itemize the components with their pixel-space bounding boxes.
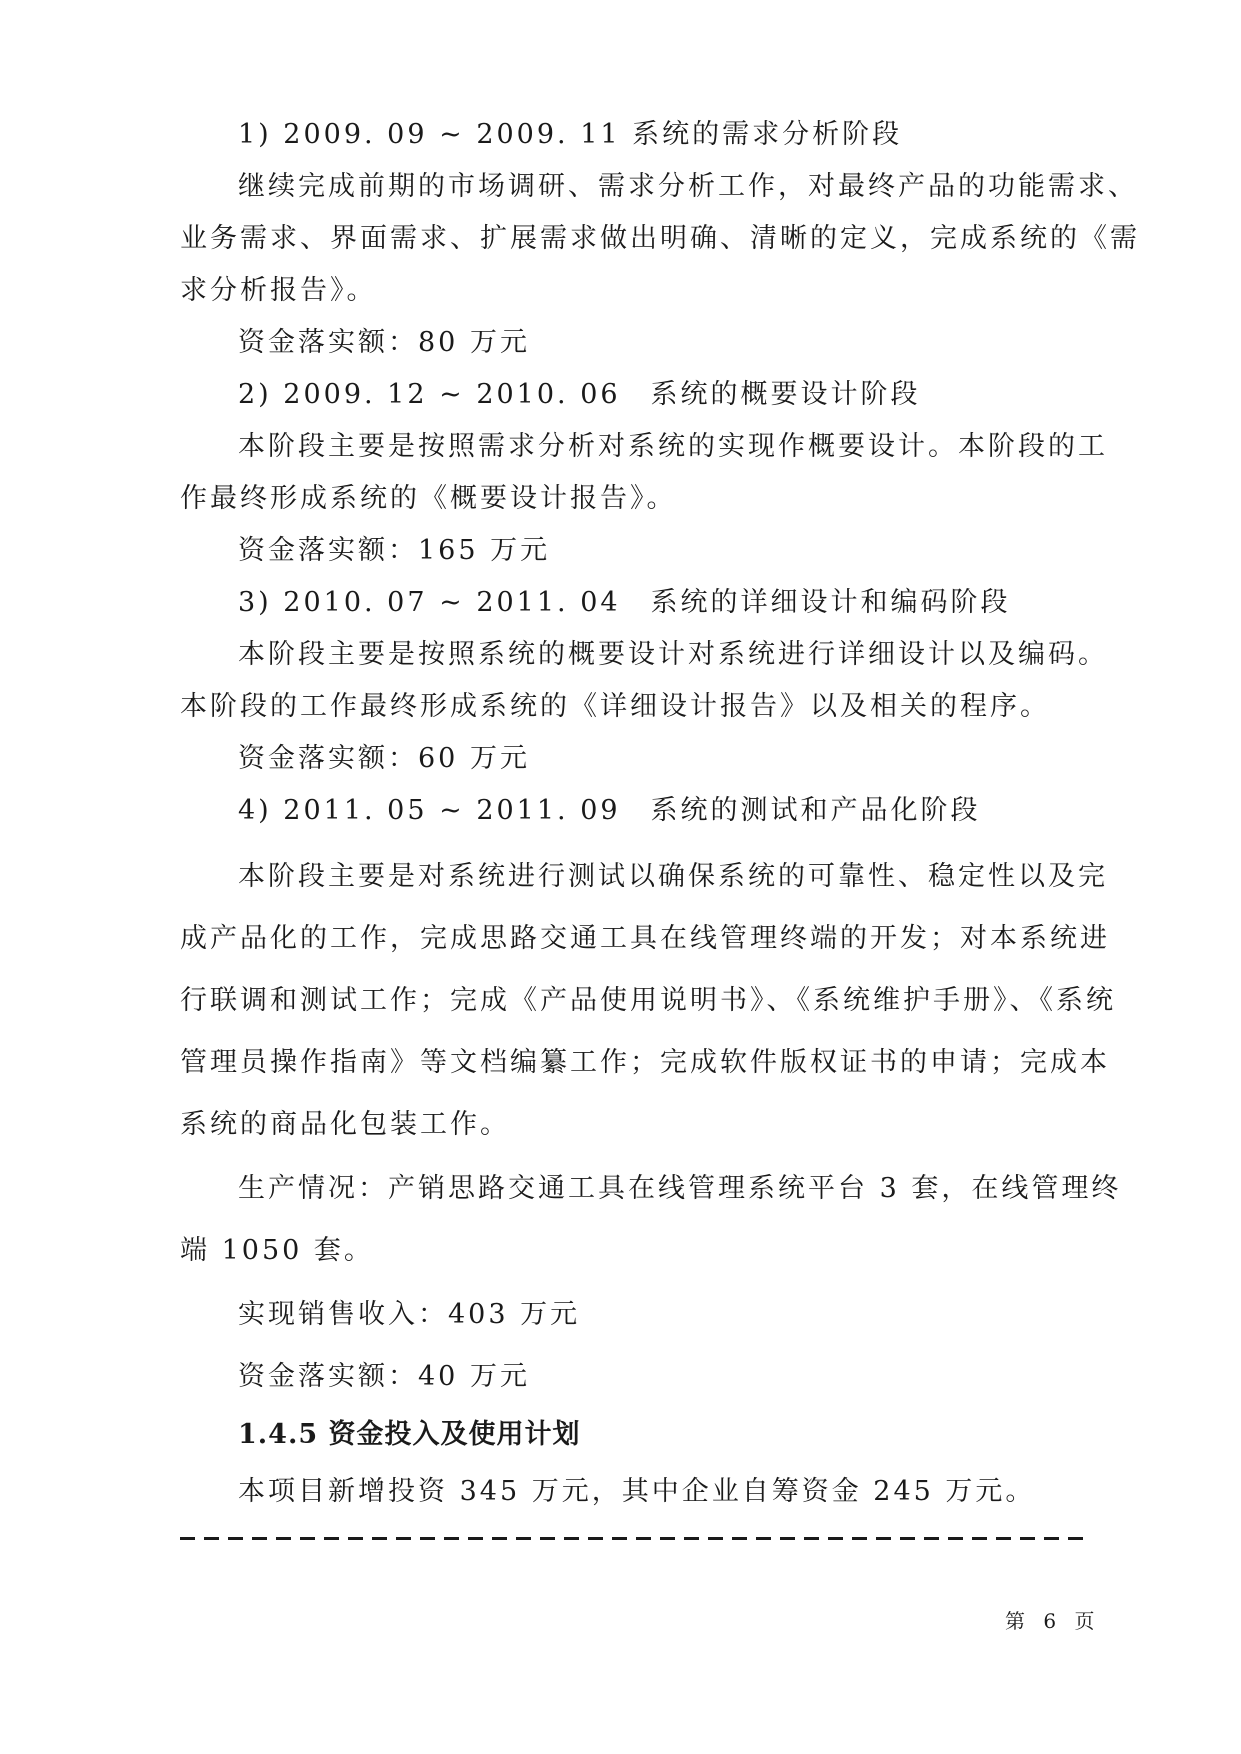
stage3-desc-line2: 本阶段的工作最终形成系统的《详细设计报告》以及相关的程序。: [180, 691, 1050, 722]
stage2-desc-line2: 作最终形成系统的《概要设计报告》。: [180, 483, 677, 514]
stage2-funds: 资金落实额：165 万元: [238, 535, 551, 566]
section-heading: 1.4.5 资金投入及使用计划: [238, 1419, 581, 1450]
stage4-desc-line2: 成产品化的工作，完成思路交通工具在线管理终端的开发；对本系统进: [180, 923, 1110, 954]
stage4-desc-line1: 本阶段主要是对系统进行测试以确保系统的可靠性、稳定性以及完: [238, 861, 1108, 892]
stage3-title: 3) 2010. 07 ~ 2011. 04 系统的详细设计和编码阶段: [238, 587, 1011, 618]
section-text: 本项目新增投资 345 万元，其中企业自筹资金 245 万元。: [238, 1476, 1036, 1507]
sales-revenue: 实现销售收入：403 万元: [238, 1299, 581, 1330]
stage4-title: 4) 2011. 05 ~ 2011. 09 系统的测试和产品化阶段: [238, 795, 981, 826]
stage1-desc-line1: 继续完成前期的市场调研、需求分析工作，对最终产品的功能需求、: [238, 171, 1138, 202]
stage4-funds: 资金落实额：40 万元: [238, 1361, 530, 1392]
stage3-desc-line1: 本阶段主要是按照系统的概要设计对系统进行详细设计以及编码。: [238, 639, 1108, 670]
page-number: 第 6 页: [1005, 1609, 1101, 1633]
stage4-desc-line3: 行联调和测试工作；完成《产品使用说明书》、《系统维护手册》、《系统: [180, 985, 1116, 1016]
stage2-desc-line1: 本阶段主要是按照需求分析对系统的实现作概要设计。本阶段的工: [238, 431, 1108, 462]
dashed-divider: [180, 1537, 1090, 1540]
stage4-desc-line4: 管理员操作指南》等文档编纂工作；完成软件版权证书的申请；完成本: [180, 1047, 1110, 1078]
stage1-desc-line3: 求分析报告》。: [180, 275, 377, 306]
production-line1: 生产情况：产销思路交通工具在线管理系统平台 3 套，在线管理终: [238, 1173, 1122, 1204]
stage2-title: 2) 2009. 12 ~ 2010. 06 系统的概要设计阶段: [238, 379, 921, 410]
stage1-funds: 资金落实额：80 万元: [238, 327, 530, 358]
stage1-title: 1) 2009. 09 ~ 2009. 11 系统的需求分析阶段: [238, 119, 903, 150]
production-line2: 端 1050 套。: [180, 1235, 374, 1266]
stage3-funds: 资金落实额：60 万元: [238, 743, 530, 774]
stage4-desc-line5: 系统的商品化包装工作。: [180, 1109, 510, 1140]
stage1-desc-line2: 业务需求、界面需求、扩展需求做出明确、清晰的定义，完成系统的《需: [180, 223, 1140, 254]
